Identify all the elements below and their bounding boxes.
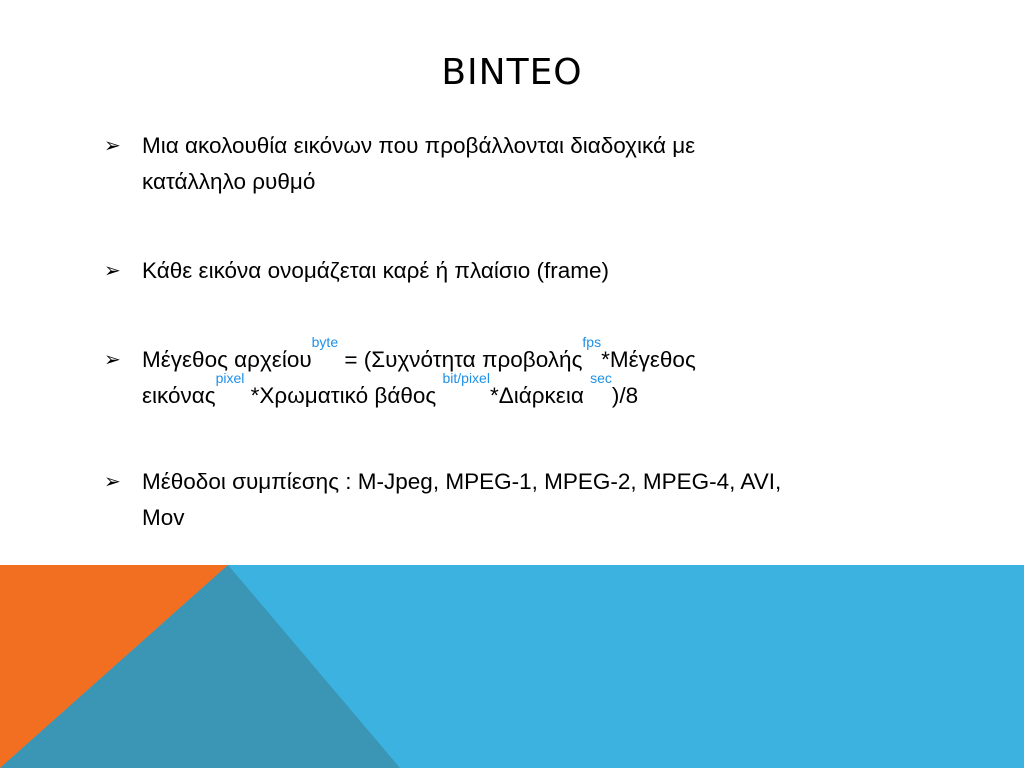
bullet-text-line: Μέθοδοι συμπίεσης : M-Jpeg, MPEG-1, MPEG-2, MPEG-4, AVI, <box>142 469 782 494</box>
unit-superscript: bit/pixel <box>442 370 490 386</box>
bullet-text-line: κατάλληλο ρυθμό <box>142 169 316 194</box>
formula-text: *Μέγεθος <box>601 347 696 372</box>
bullet-item <box>104 253 904 289</box>
arrow-bullet-icon: ➢ <box>104 471 121 493</box>
unit-superscript: pixel <box>215 370 245 386</box>
formula-text: *Διάρκεια <box>489 383 591 408</box>
decorative-footer-band <box>0 565 1024 768</box>
arrow-bullet-icon: ➢ <box>104 349 121 371</box>
unit-superscript: byte <box>311 334 339 350</box>
bullet-text-line: Mov <box>142 505 185 530</box>
unit-superscript: sec <box>590 370 612 386</box>
bullet-text-line: Μια ακολουθία εικόνων που προβάλλονται διαδοχικά με <box>142 133 696 158</box>
bullet-item <box>104 128 904 200</box>
bullet-text: Κάθε εικόνα ονομάζεται καρέ ή πλαίσιο (frame) <box>142 258 610 283</box>
formula-text: )/8 <box>611 383 639 408</box>
formula-text: = (Συχνότητα προβολής <box>338 347 583 372</box>
slide-title: ΒΙΝΤΕΟ <box>441 52 583 93</box>
bullet-list <box>104 128 904 536</box>
unit-superscript: fps <box>582 334 602 350</box>
bullet-item <box>104 334 904 414</box>
arrow-bullet-icon: ➢ <box>104 260 121 282</box>
bullet-item <box>104 464 904 536</box>
formula-text: εικόνας <box>142 383 216 408</box>
arrow-bullet-icon: ➢ <box>104 135 121 157</box>
formula-text: Μέγεθος αρχείου <box>142 347 312 372</box>
formula-text: *Χρωματικό βάθος <box>244 383 443 408</box>
